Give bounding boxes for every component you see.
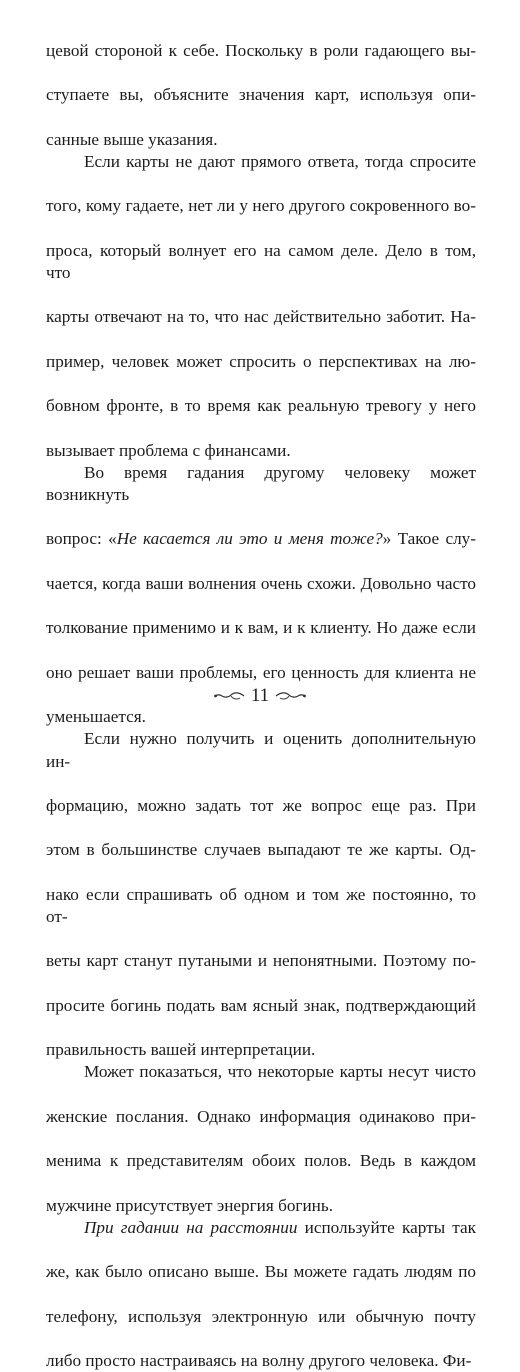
paragraph xyxy=(46,728,476,1061)
text-line: же, как было описано выше. Вы можете гадать людям по xyxy=(46,1262,476,1282)
text-line: карты отвечают на то, что нас действительно заботит. На- xyxy=(46,307,476,327)
text-line: вопрос: «Не касается ли это и меня тоже?» Такое слу- xyxy=(46,529,476,549)
text-line: телефону, используя электронную или обычную почту xyxy=(46,1306,476,1326)
paragraph xyxy=(46,1061,476,1216)
text-line: цевой стороной к себе. Поскольку в роли гадающего вы- xyxy=(46,41,476,60)
paragraph xyxy=(46,151,476,462)
text-line: либо просто настраиваясь на волну другого человека. Фи- xyxy=(46,1350,472,1370)
text-line: санные выше указания. xyxy=(46,129,218,149)
text-line: мужчине присутствует энергия богинь. xyxy=(46,1195,333,1215)
text-line: Может показаться, что некоторые карты несут чисто xyxy=(84,1062,476,1082)
text-line: нако если спрашивать об одном и том же постоянно, то от- xyxy=(46,884,476,926)
text-line: уменьшается. xyxy=(46,707,146,727)
text-line: формацию, можно задать тот же вопрос еще раз. При xyxy=(46,795,476,815)
paragraph xyxy=(46,40,476,151)
text-line: Если карты не дают прямого ответа, тогда спросите xyxy=(84,152,476,172)
text-line: менима к представителям обоих полов. Ведь в каждом xyxy=(46,1151,476,1171)
text-line: Если нужно получить и оценить дополнительную ин- xyxy=(46,729,476,771)
text-line: вызывает проблема с финансами. xyxy=(46,440,291,460)
body-text xyxy=(46,40,476,1372)
text-line: чается, когда ваши волнения очень схожи. Довольно часто xyxy=(46,573,476,593)
text-line: оно решает ваши проблемы, его ценность для клиента не xyxy=(46,662,476,682)
text-line: бовном фронте, в то время как реальную тревогу у него xyxy=(46,396,476,416)
text-line: женские послания. Однако информация одинаково при- xyxy=(46,1106,476,1126)
left-ornament-icon xyxy=(213,690,245,702)
text-line: ступаете вы, объясните значения карт, используя опи- xyxy=(46,85,476,105)
text-line: того, кому гадаете, нет ли у него другого сокровенного во- xyxy=(46,196,476,216)
text-line: пример, человек может спросить о перспективах на лю- xyxy=(46,351,476,371)
page-folio xyxy=(0,686,520,706)
text-line: При гадании на расстоянии используйте карты так xyxy=(84,1217,476,1237)
text-line: веты карт станут путаными и непонятными. Поэтому по- xyxy=(46,951,476,971)
text-line: этом в большинстве случаев выпадают те же карты. Од- xyxy=(46,840,476,860)
right-ornament-icon xyxy=(275,690,307,702)
text-line: проса, который волнует его на самом деле. Дело в том, что xyxy=(46,240,476,283)
paragraph xyxy=(46,1217,476,1372)
text-line: правильность вашей интерпретации. xyxy=(46,1040,316,1060)
text-line: толкование применимо и к вам, и к клиенту. Но даже если xyxy=(46,618,476,638)
text-line: Во время гадания другому человеку может возникнуть xyxy=(46,462,476,505)
text-line: просите богинь подать вам ясный знак, подтверждающий xyxy=(46,995,476,1015)
page-number: 11 xyxy=(250,685,270,706)
